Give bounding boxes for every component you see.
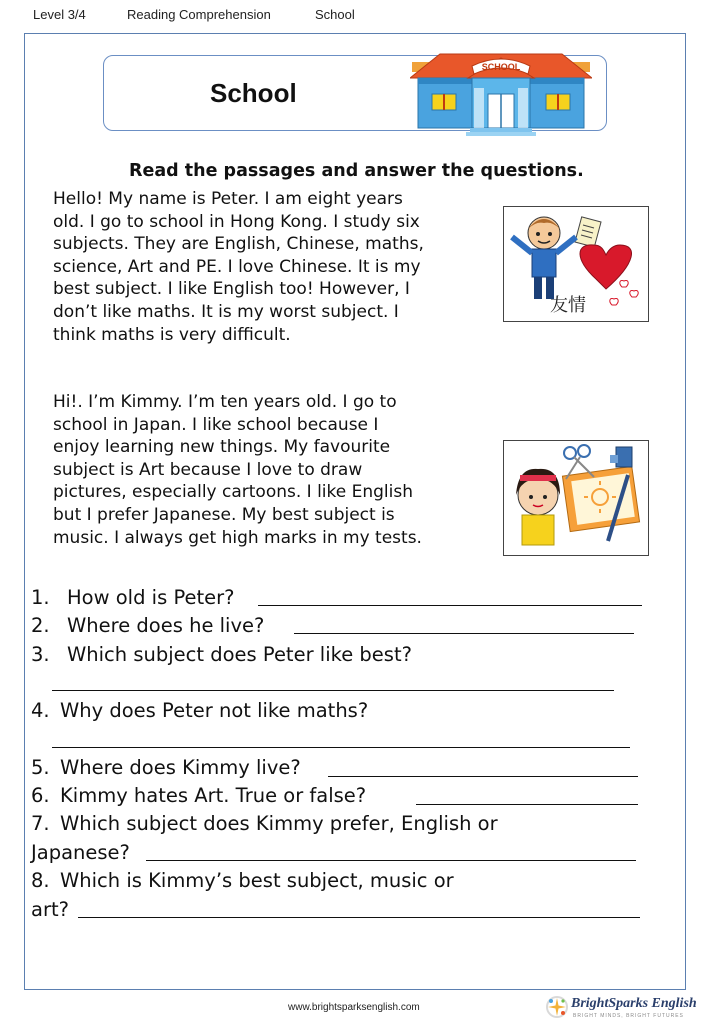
answer-line-5[interactable] bbox=[328, 776, 638, 777]
passage-line: school in Japan. I like school because I bbox=[53, 414, 379, 435]
question-8 bbox=[31, 869, 454, 893]
question-text: Kimmy hates Art. True or false? bbox=[60, 784, 367, 807]
passage-line: but I prefer Japanese. My best subject is bbox=[53, 504, 395, 525]
passage-line: think maths is very difficult. bbox=[53, 324, 291, 345]
question-text: Where does he live? bbox=[67, 614, 265, 637]
instruction: Read the passages and answer the questions. bbox=[129, 161, 584, 181]
footer-url[interactable]: www.brightsparksenglish.com bbox=[288, 1002, 420, 1013]
question-number: 4. bbox=[31, 699, 50, 722]
school-building-icon bbox=[410, 44, 592, 136]
passage-line: music. I always get high marks in my tests. bbox=[53, 527, 422, 548]
header-level: Level 3/4 bbox=[33, 7, 86, 22]
header-category: Reading Comprehension bbox=[127, 7, 271, 22]
question-number: 3. bbox=[31, 643, 50, 666]
brand-tagline: BRIGHT MINDS, BRIGHT FUTURES bbox=[573, 1013, 684, 1019]
question-6 bbox=[31, 784, 366, 808]
friendship-caption: 友情 bbox=[550, 295, 586, 316]
question-number: 6. bbox=[31, 784, 50, 807]
question-3 bbox=[31, 643, 412, 667]
question-4 bbox=[31, 699, 368, 723]
answer-line-1[interactable] bbox=[258, 605, 642, 606]
boy-with-heart-icon bbox=[504, 207, 648, 321]
question-number: 5. bbox=[31, 756, 50, 779]
peter-picture bbox=[503, 206, 649, 322]
passage-peter bbox=[53, 188, 424, 346]
question-text: How old is Peter? bbox=[67, 586, 235, 609]
question-8-continued: art? bbox=[31, 898, 69, 921]
passage-line: science, Art and PE. I love Chinese. It is my bbox=[53, 256, 421, 277]
passage-kimmy bbox=[53, 391, 422, 549]
passage-line: don’t like maths. It is my worst subject. I bbox=[53, 301, 399, 322]
question-1 bbox=[31, 586, 235, 610]
question-number: 1. bbox=[31, 586, 50, 609]
answer-line-2[interactable] bbox=[294, 633, 634, 634]
question-number: 2. bbox=[31, 614, 50, 637]
answer-line-4[interactable] bbox=[52, 747, 630, 748]
brand-name: BrightSparks English bbox=[571, 996, 697, 1011]
question-text: Which is Kimmy’s best subject, music or bbox=[60, 869, 454, 892]
passage-line: best subject. I like English too! However, I bbox=[53, 279, 410, 300]
passage-line: Hello! My name is Peter. I am eight years bbox=[53, 189, 403, 209]
answer-line-7[interactable] bbox=[146, 860, 636, 861]
question-text: Which subject does Kimmy prefer, English or bbox=[60, 812, 498, 835]
question-text: Where does Kimmy live? bbox=[60, 756, 301, 779]
question-2 bbox=[31, 614, 264, 638]
kimmy-picture bbox=[503, 440, 649, 556]
question-text: Why does Peter not like maths? bbox=[60, 699, 369, 722]
sparkle-logo-icon bbox=[545, 995, 569, 1019]
school-sign-text: SCHOOL bbox=[481, 62, 521, 72]
header-topic: School bbox=[315, 7, 355, 22]
girl-with-art-supplies-icon bbox=[504, 441, 648, 555]
passage-line: pictures, especially cartoons. I like English bbox=[53, 482, 414, 503]
answer-line-6[interactable] bbox=[416, 804, 638, 805]
question-7 bbox=[31, 812, 498, 836]
question-number: 7. bbox=[31, 812, 50, 835]
question-5 bbox=[31, 756, 301, 780]
question-7-continued: Japanese? bbox=[31, 841, 130, 864]
question-number: 8. bbox=[31, 869, 50, 892]
question-text: Which subject does Peter like best? bbox=[67, 643, 412, 666]
answer-line-8[interactable] bbox=[78, 917, 640, 918]
passage-line: Hi!. I’m Kimmy. I’m ten years old. I go to bbox=[53, 392, 397, 412]
answer-line-3[interactable] bbox=[52, 690, 614, 691]
passage-line: old. I go to school in Hong Kong. I study six bbox=[53, 211, 420, 232]
page-title: School bbox=[210, 78, 297, 108]
passage-line: enjoy learning new things. My favourite bbox=[53, 437, 391, 458]
passage-line: subjects. They are English, Chinese, maths, bbox=[53, 234, 424, 255]
passage-line: subject is Art because I love to draw bbox=[53, 459, 363, 480]
